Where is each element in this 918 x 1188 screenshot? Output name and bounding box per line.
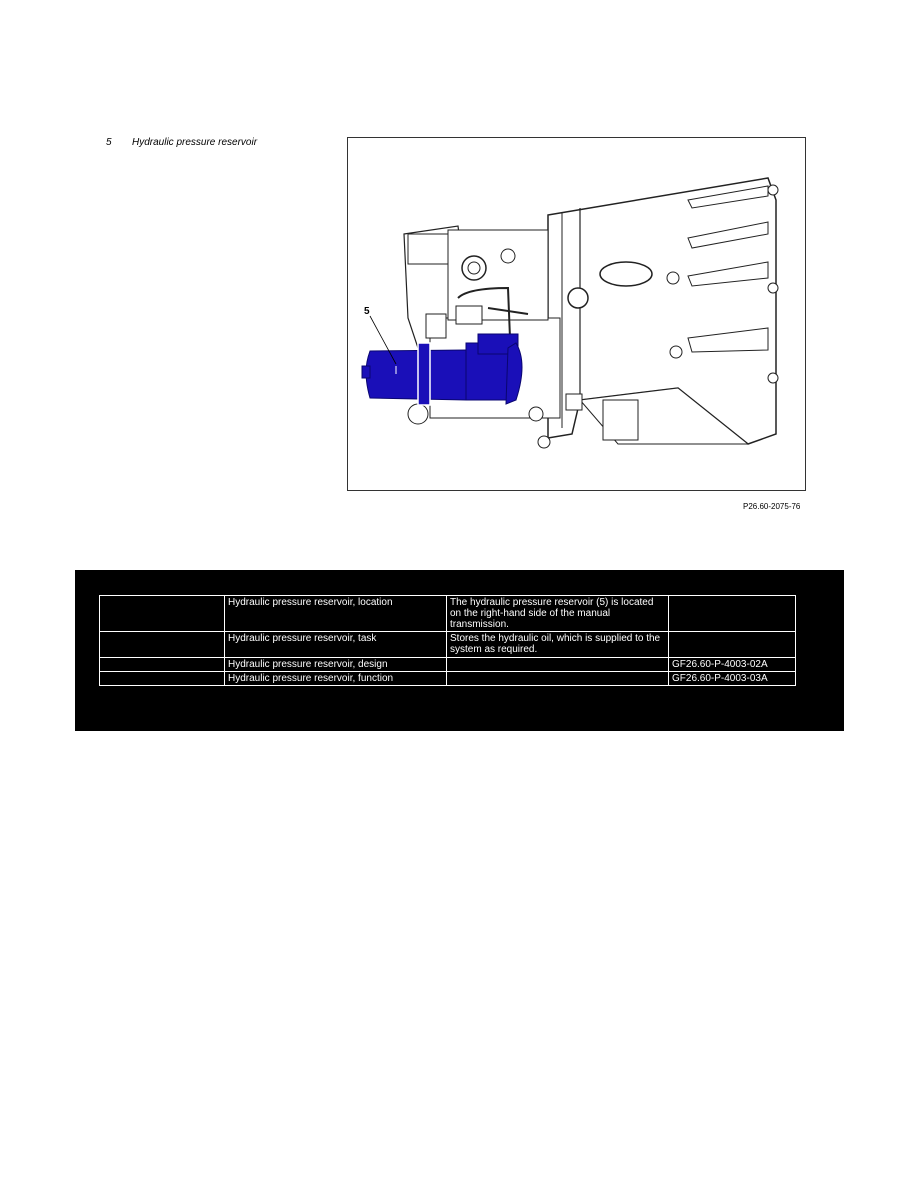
- figure-legend: [106, 137, 257, 148]
- table-row: [100, 596, 796, 632]
- table-cell: [447, 672, 669, 686]
- doc-link[interactable]: GF26.60-P-4003-02A: [669, 658, 796, 672]
- legend-label: Hydraulic pressure reservoir: [132, 137, 258, 148]
- table-cell: [447, 658, 669, 672]
- table-cell: [100, 658, 225, 672]
- info-table: [99, 595, 796, 686]
- transmission-figure: [347, 137, 806, 491]
- table-cell: [100, 672, 225, 686]
- figure-callout: 5: [364, 306, 370, 317]
- figure-id: P26.60-2075-76: [743, 502, 801, 511]
- info-panel: [75, 570, 844, 731]
- table-cell: Hydraulic pressure reservoir, function: [225, 672, 447, 686]
- table-cell: Hydraulic pressure reservoir, task: [225, 632, 447, 658]
- legend-number: 5: [106, 137, 112, 148]
- table-cell[interactable]: [669, 596, 796, 632]
- transmission-illustration: [348, 138, 805, 490]
- table-cell: Stores the hydraulic oil, which is supplied to the system as required.: [447, 632, 669, 658]
- table-cell: Hydraulic pressure reservoir, design: [225, 658, 447, 672]
- table-cell: [100, 632, 225, 658]
- table-cell: Hydraulic pressure reservoir, location: [225, 596, 447, 632]
- table-cell: The hydraulic pressure reservoir (5) is located on the right-hand side of the manual transmission.: [447, 596, 669, 632]
- table-row: [100, 632, 796, 658]
- doc-link[interactable]: GF26.60-P-4003-03A: [669, 672, 796, 686]
- table-row: [100, 658, 796, 672]
- table-row: [100, 672, 796, 686]
- table-cell[interactable]: [669, 632, 796, 658]
- table-cell: [100, 596, 225, 632]
